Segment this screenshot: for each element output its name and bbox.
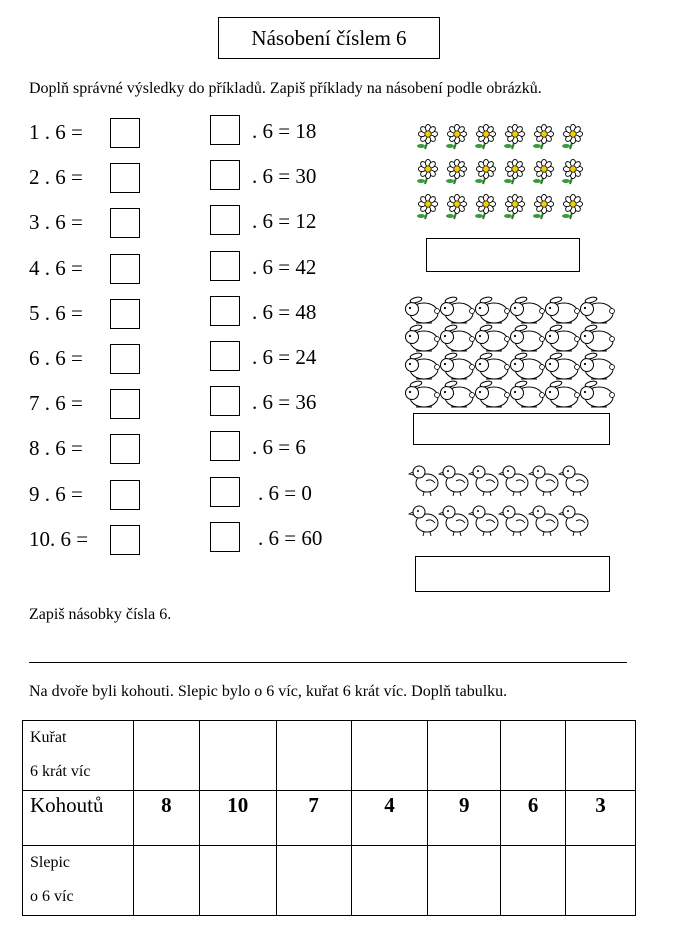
rabbit-icon: [476, 352, 510, 379]
flower-icon: [446, 159, 467, 184]
flower-icon: [504, 194, 525, 219]
right-equation-label: . 6 = 42: [252, 255, 317, 279]
right-equation-label: . 6 = 6: [252, 435, 306, 459]
rabbit-icon: [511, 324, 545, 351]
kohoutu-value: 3: [566, 791, 636, 846]
row-label-slepic: Slepic o 6 víc: [23, 846, 134, 916]
rabbit-icon: [476, 296, 510, 323]
flower-icon: [446, 194, 467, 219]
flower-icon: [446, 124, 467, 149]
right-factor-box[interactable]: [210, 341, 240, 371]
chick-icon: [439, 466, 468, 496]
rabbit-icon-group: [404, 295, 626, 410]
right-factor-box[interactable]: [210, 477, 240, 507]
left-answer-box[interactable]: [110, 525, 140, 555]
flower-icon: [504, 159, 525, 184]
chick-icon: [409, 466, 438, 496]
kurat-cell[interactable]: [501, 721, 566, 791]
instruction-main: Doplň správné výsledky do příkladů. Zapiš příklady na násobení podle obrázků.: [29, 80, 542, 97]
slepic-cell[interactable]: [199, 846, 276, 916]
flower-icon: [533, 124, 554, 149]
slepic-cell[interactable]: [351, 846, 428, 916]
chick-icon: [409, 506, 438, 536]
rabbit-icon: [511, 380, 545, 407]
rabbit-icon: [441, 324, 475, 351]
kohoutu-value: 4: [351, 791, 428, 846]
slepic-cell[interactable]: [133, 846, 199, 916]
flower-icon: [475, 194, 496, 219]
row-label-kohoutu: Kohoutů: [23, 791, 134, 846]
rabbit-icon: [406, 352, 440, 379]
kohoutu-value: 9: [428, 791, 501, 846]
right-equation-label: . 6 = 30: [252, 164, 317, 188]
left-answer-box[interactable]: [110, 208, 140, 238]
chick-icon: [469, 506, 498, 536]
rabbit-icon: [581, 380, 615, 407]
multiples-answer-line[interactable]: [29, 662, 627, 663]
word-problem-table: [22, 720, 636, 916]
flower-icon: [475, 124, 496, 149]
table-row-kurat: [23, 721, 636, 791]
left-answer-box[interactable]: [110, 434, 140, 464]
kurat-cell[interactable]: [276, 721, 351, 791]
right-equation-label: . 6 = 60: [258, 526, 323, 550]
chick-icon: [499, 506, 528, 536]
rabbit-icon: [581, 352, 615, 379]
kurat-cell[interactable]: [351, 721, 428, 791]
right-equation-label: . 6 = 18: [252, 119, 317, 143]
left-answer-box[interactable]: [110, 480, 140, 510]
slepic-cell[interactable]: [428, 846, 501, 916]
flower-icon: [417, 194, 438, 219]
right-equation-label: . 6 = 36: [252, 390, 317, 414]
rabbit-icon: [441, 352, 475, 379]
chick-icon-group: [407, 460, 597, 540]
rabbit-icon: [406, 324, 440, 351]
flowers-picture: [412, 122, 592, 222]
right-factor-box[interactable]: [210, 522, 240, 552]
left-equation-label: 1 . 6 =: [29, 120, 83, 144]
right-equation-label: . 6 = 12: [252, 209, 317, 233]
right-factor-box[interactable]: [210, 251, 240, 281]
flower-icon-group: [412, 122, 592, 222]
chicks-picture: [407, 460, 597, 540]
left-equation-label: 2 . 6 =: [29, 165, 83, 189]
left-answer-box[interactable]: [110, 118, 140, 148]
rabbit-icon: [546, 296, 580, 323]
chick-icon: [559, 466, 588, 496]
left-equation-label: 4 . 6 =: [29, 256, 83, 280]
flower-icon: [504, 124, 525, 149]
instruction-table: Na dvoře byli kohouti. Slepic bylo o 6 víc, kuřat 6 krát víc. Doplň tabulku.: [29, 683, 508, 700]
left-answer-box[interactable]: [110, 389, 140, 419]
right-factor-box[interactable]: [210, 296, 240, 326]
kohoutu-value: 8: [133, 791, 199, 846]
rabbit-icon: [581, 324, 615, 351]
page-title: Násobení číslem 6: [218, 17, 440, 59]
right-factor-box[interactable]: [210, 160, 240, 190]
table-row-slepic: [23, 846, 636, 916]
flower-icon: [533, 159, 554, 184]
rabbit-icon: [406, 296, 440, 323]
table-row-kohoutu: [23, 791, 636, 846]
flower-icon: [562, 124, 583, 149]
flowers-answer-box[interactable]: [426, 238, 580, 272]
right-factor-box[interactable]: [210, 205, 240, 235]
slepic-cell[interactable]: [276, 846, 351, 916]
chick-icon: [559, 506, 588, 536]
left-answer-box[interactable]: [110, 163, 140, 193]
right-factor-box[interactable]: [210, 431, 240, 461]
left-answer-box[interactable]: [110, 299, 140, 329]
row-label-kurat: Kuřat 6 krát víc: [23, 721, 134, 791]
instruction-multiples: Zapiš násobky čísla 6.: [29, 606, 172, 623]
chick-icon: [439, 506, 468, 536]
right-factor-box[interactable]: [210, 386, 240, 416]
rabbit-icon: [476, 380, 510, 407]
right-equation-label: . 6 = 0: [258, 481, 312, 505]
flower-icon: [475, 159, 496, 184]
left-equation-label: 9 . 6 =: [29, 482, 83, 506]
rabbit-icon: [546, 380, 580, 407]
slepic-cell[interactable]: [566, 846, 636, 916]
flower-icon: [562, 194, 583, 219]
kurat-cell[interactable]: [428, 721, 501, 791]
left-equation-label: 8 . 6 =: [29, 436, 83, 460]
rabbit-icon: [441, 296, 475, 323]
rabbits-answer-box[interactable]: [413, 413, 610, 445]
rabbit-icon: [546, 352, 580, 379]
kohoutu-value: 7: [276, 791, 351, 846]
flower-icon: [417, 159, 438, 184]
rabbit-icon: [406, 380, 440, 407]
rabbit-icon: [441, 380, 475, 407]
right-equation-label: . 6 = 48: [252, 300, 317, 324]
left-equation-label: 3 . 6 =: [29, 210, 83, 234]
left-equation-label: 5 . 6 =: [29, 301, 83, 325]
chick-icon: [469, 466, 498, 496]
left-equation-label: 6 . 6 =: [29, 346, 83, 370]
kurat-cell[interactable]: [566, 721, 636, 791]
flower-icon: [562, 159, 583, 184]
rabbits-picture: [404, 295, 626, 410]
kohoutu-value: 6: [501, 791, 566, 846]
chick-icon: [529, 466, 558, 496]
rabbit-icon: [476, 324, 510, 351]
kohoutu-value: 10: [199, 791, 276, 846]
flower-icon: [417, 124, 438, 149]
left-equation-label: 10. 6 =: [29, 527, 89, 551]
left-answer-box[interactable]: [110, 344, 140, 374]
right-equation-label: . 6 = 24: [252, 345, 317, 369]
right-factor-box[interactable]: [210, 115, 240, 145]
kurat-cell[interactable]: [199, 721, 276, 791]
chicks-answer-box[interactable]: [415, 556, 610, 592]
rabbit-icon: [581, 296, 615, 323]
chick-icon: [499, 466, 528, 496]
chick-icon: [529, 506, 558, 536]
kurat-cell[interactable]: [133, 721, 199, 791]
left-equation-label: 7 . 6 =: [29, 391, 83, 415]
rabbit-icon: [546, 324, 580, 351]
left-answer-box[interactable]: [110, 254, 140, 284]
flower-icon: [533, 194, 554, 219]
slepic-cell[interactable]: [501, 846, 566, 916]
rabbit-icon: [511, 296, 545, 323]
rabbit-icon: [511, 352, 545, 379]
